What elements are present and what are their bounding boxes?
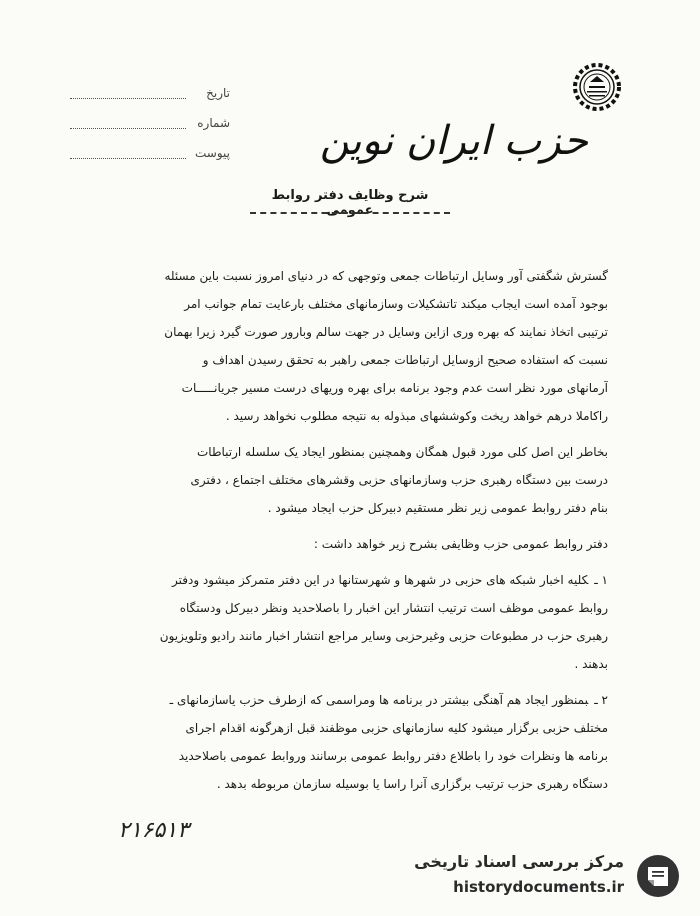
body-paragraph	[95, 438, 608, 522]
body-line: گسترش شگفتی آور وسایل ارتباطات جمعی وتوجهی که در دنیای امروز نسبت باین مسئله	[164, 269, 608, 283]
item-line	[95, 594, 608, 622]
item-line-text: برنامه ها ونظرات خود را باطلاع دفتر روابط عمومی برسانند وروابط عمومی باصلاحدید	[178, 749, 608, 763]
body-line: بخاطر این اصل کلی مورد قبول همگان وهمچنین بمنظور ایجاد یک سلسله ارتباطات	[196, 445, 608, 459]
item-line-text: بمنظور ایجاد هم آهنگی بیشتر در برنامه ها ومراسمی که ازطرف حزب یاسازمانهای ـ	[169, 693, 589, 707]
body-line: ترتیبی اتخاذ نمایند که بهره وری ازاین وسایل در جهت سالم وبارور صورت گیرد زیرا بهمان	[164, 325, 608, 339]
item-line	[95, 742, 608, 770]
title-underline	[250, 212, 450, 214]
item-line-text: کلیه اخبار شبکه های حزبی در شهرها و شهرستانها در این دفتر متمرکز میشود ودفتر	[172, 573, 589, 587]
item-line	[95, 650, 608, 678]
body-line: نسبت که استفاده صحیح ازوسایل ارتباطات جمعی راهبر به تحقق رسیدن اهداف و	[202, 353, 608, 367]
number-field	[70, 116, 230, 136]
attachment-field	[70, 146, 230, 166]
date-dotted-line	[70, 98, 186, 99]
watermark-title: مرکز بررسی اسناد تاریخی	[414, 852, 624, 871]
item-line	[95, 622, 608, 650]
item-line-text: دستگاه رهبری حزب ترتیب برگزاری آنرا راسا یا بوسیله سازمان مربوطه بدهد .	[216, 777, 608, 791]
archive-logo-icon	[634, 852, 682, 900]
body-line: درست بین دستگاه رهبری حزب وسازمانهای حزبی وقشرهای مختلف اجتماع ، دفتری	[190, 473, 608, 487]
document-title: شرح وظایف دفتر روابط عمومی	[271, 188, 429, 218]
document-body	[95, 262, 608, 806]
item-line	[95, 566, 608, 594]
body-line: راکاملا درهم خواهد ریخت وکوششهای مبذوله به نتیجه مطلوب نخواهد رسید .	[225, 409, 608, 423]
body-line: بنام دفتر روابط عمومی زیر نظر مستقیم دبیرکل حزب ایجاد میشود .	[267, 501, 608, 515]
body-paragraph	[95, 530, 608, 558]
date-field	[70, 86, 230, 106]
item-number: ۲ ـ	[594, 693, 608, 707]
item-line	[95, 686, 608, 714]
body-line: بوجود آمده است ایجاب میکند تاتشکیلات وسازمانهای مختلف بارعایت تمام جوانب امر	[184, 297, 608, 311]
item-line-text: مختلف حزبی برگزار میشود کلیه سازمانهای حزبی موظفند قبل ازهرگونه اقدام اجرای	[185, 721, 608, 735]
item-line-text: رهبری حزب در مطبوعات حزبی وغیرحزبی وسایر مراجع انتشار اخبار مانند رادیو وتلویزیون	[159, 629, 608, 643]
archive-watermark	[392, 844, 682, 908]
handwritten-number: ۲۱۶۵۱۳	[118, 818, 189, 843]
party-gear-emblem-icon	[572, 62, 622, 112]
item-line-text: روابط عمومی موظف است ترتیب انتشار این اخبار را باصلاحدید ونظر دبیرکل ودستگاه	[179, 601, 608, 615]
item-line-text: بدهند .	[574, 657, 608, 671]
item-line	[95, 770, 608, 798]
number-dotted-line	[70, 128, 186, 129]
attachment-label: پیوست	[195, 146, 230, 160]
body-paragraph	[95, 262, 608, 430]
body-line: آرمانهای مورد نظر است عدم وجود برنامه برای بهره وریهای درست مسیر جریانـــــات	[181, 381, 608, 395]
attachment-dotted-line	[70, 158, 186, 159]
party-name-logotype: حزب ایران نوین	[319, 118, 588, 164]
numbered-item	[95, 686, 608, 798]
item-line	[95, 714, 608, 742]
numbered-item	[95, 566, 608, 678]
watermark-url: historydocuments.ir	[453, 878, 624, 896]
number-label: شماره	[197, 116, 230, 130]
item-number: ۱ ـ	[594, 573, 608, 587]
date-label: تاریخ	[206, 86, 230, 100]
body-line: دفتر روابط عمومی حزب وظایفی بشرح زیر خواهد داشت :	[313, 537, 608, 551]
